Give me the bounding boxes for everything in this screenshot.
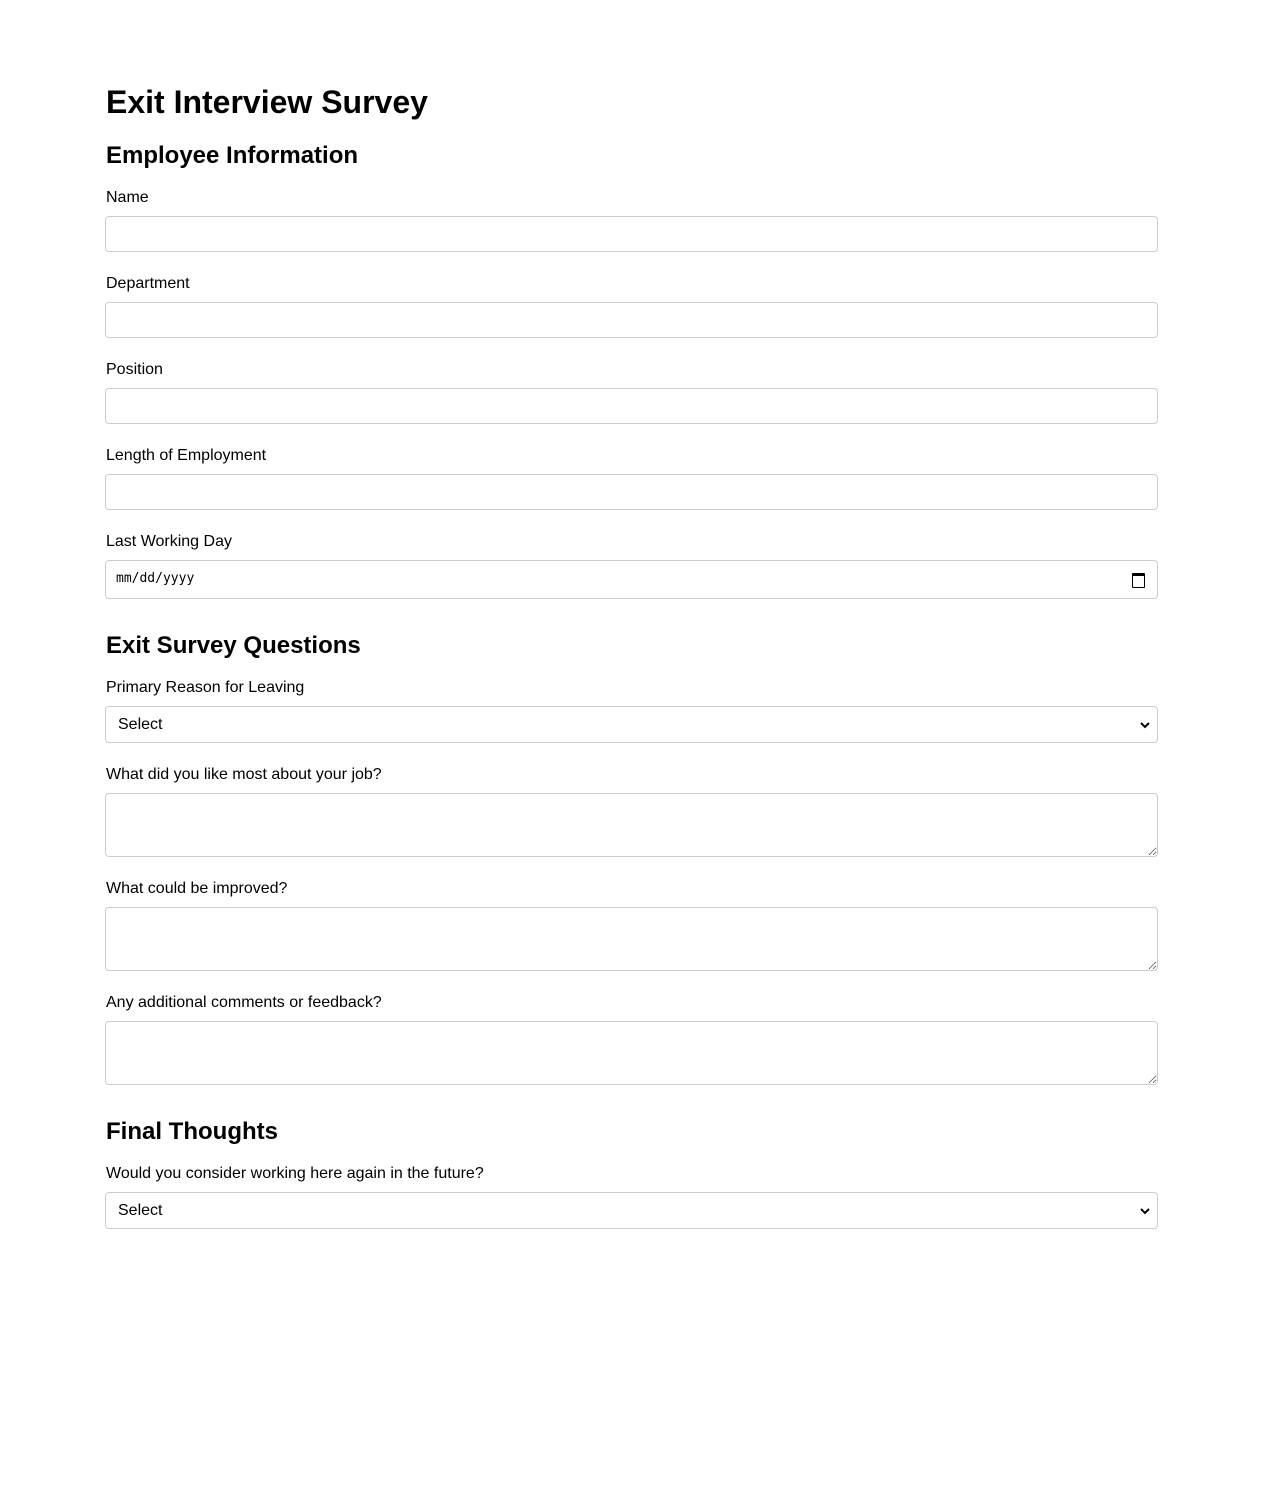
section-heading: Employee Information <box>106 142 359 169</box>
chevron-down-icon <box>1139 719 1151 731</box>
calendar-icon[interactable] <box>1132 573 1145 588</box>
length-of-employment-label: Length of Employment <box>106 447 267 464</box>
section-final-thoughts <box>105 1118 1158 1229</box>
liked-label: What did you like most about your job? <box>106 766 382 783</box>
comments-label: Any additional comments or feedback? <box>106 994 382 1011</box>
survey-form <box>105 84 1158 1262</box>
improved-label: What could be improved? <box>106 880 288 897</box>
last-working-day-input[interactable] <box>105 560 1158 599</box>
name-label: Name <box>106 189 149 206</box>
reason-selected-value: Select <box>118 716 163 733</box>
section-heading: Final Thoughts <box>106 1118 278 1145</box>
chevron-down-icon <box>1139 1205 1151 1217</box>
reason-label: Primary Reason for Leaving <box>106 679 305 696</box>
length-of-employment-input[interactable] <box>105 474 1158 510</box>
page-title: Exit Interview Survey <box>106 84 428 120</box>
department-input[interactable] <box>105 302 1158 338</box>
reason-select[interactable] <box>105 706 1158 743</box>
section-heading: Exit Survey Questions <box>106 632 361 659</box>
rehire-label: Would you consider working here again in the future? <box>106 1165 484 1182</box>
section-exit-survey-questions <box>105 632 1158 1085</box>
name-input[interactable] <box>105 216 1158 252</box>
rehire-select[interactable] <box>105 1192 1158 1229</box>
position-input[interactable] <box>105 388 1158 424</box>
liked-textarea[interactable] <box>105 793 1158 857</box>
improved-textarea[interactable] <box>105 907 1158 971</box>
section-employee-information <box>105 142 1158 599</box>
comments-textarea[interactable] <box>105 1021 1158 1085</box>
position-label: Position <box>106 361 163 378</box>
rehire-selected-value: Select <box>118 1202 163 1219</box>
department-label: Department <box>106 275 190 292</box>
last-working-day-label: Last Working Day <box>106 533 232 550</box>
date-placeholder: mm/dd/yyyy <box>116 571 195 586</box>
